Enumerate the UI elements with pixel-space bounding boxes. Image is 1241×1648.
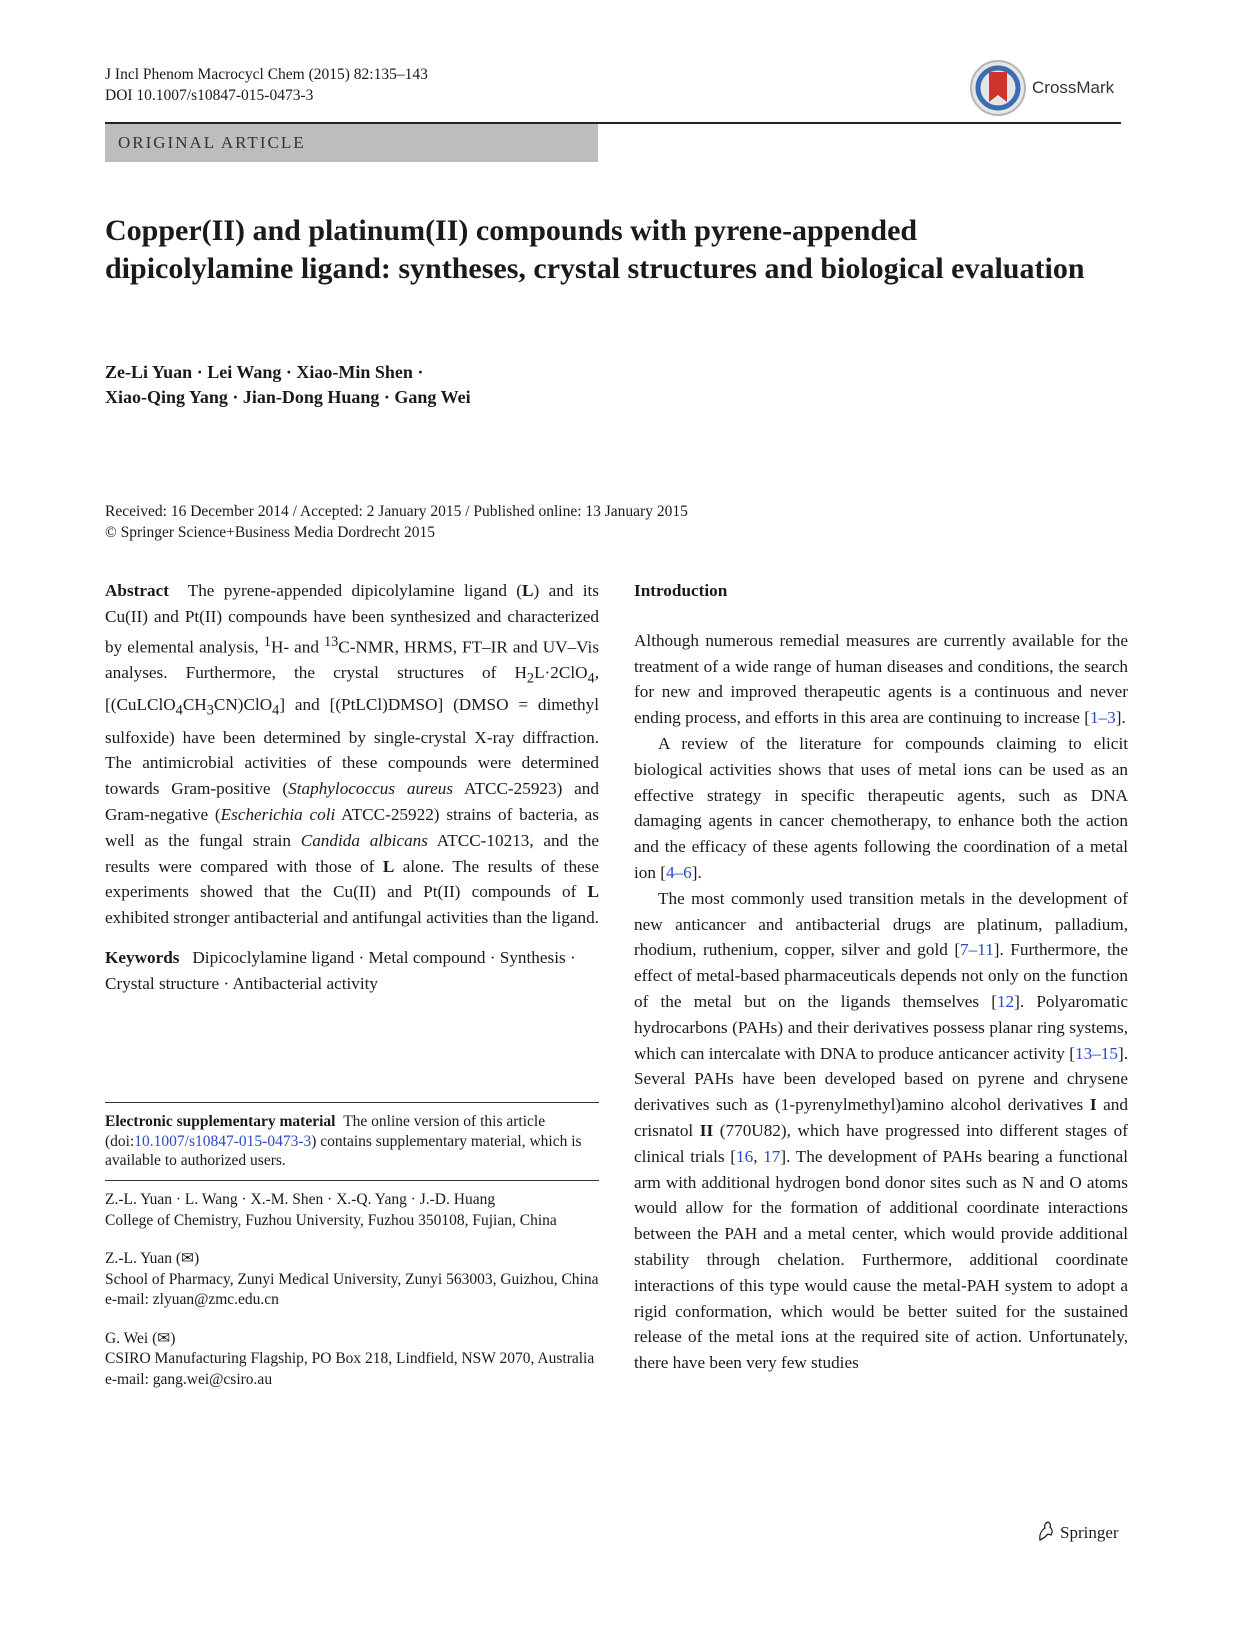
citation-link[interactable]: 17 xyxy=(763,1146,781,1166)
abstract-column xyxy=(105,578,599,997)
crossmark-badge[interactable] xyxy=(968,58,1128,120)
citation-link[interactable]: 16 xyxy=(736,1146,754,1166)
introduction-column xyxy=(634,578,1128,1376)
journal-name: J Incl Phenom Macrocycl Chem (2015) 82:135–143 xyxy=(105,66,428,83)
journal-citation xyxy=(105,64,428,106)
abstract-heading: Abstract xyxy=(105,581,169,600)
esm-heading: Electronic supplementary material xyxy=(105,1113,336,1130)
author-line-2: Xiao-Qing Yang · Jian-Dong Huang · Gang Wei xyxy=(105,387,471,407)
intro-paragraph-2: A review of the literature for compounds claiming to elicit biological activities shows that uses of metal ions can be used as an effective strategy in specific therapeutic agents, such as DNA damaging agents in cancer chemotherapy, to enhance both the action and the efficacy of these agents following the coordination of a metal ion [4–6]. xyxy=(634,733,1128,882)
intro-paragraph-1: Although numerous remedial measures are currently available for the treatment of a wide range of human diseases and conditions, the search for new and improved therapeutic agents is a continuous and never ending process, and efforts in this area are continuing to increase [1–3]. xyxy=(634,630,1128,728)
citation-link[interactable]: 13–15 xyxy=(1075,1043,1118,1063)
affiliation-2: Z.-L. Yuan (✉) School of Pharmacy, Zunyi Medical University, Zunyi 563003, Guizhou, China e-mail: zlyuan@zmc.edu.cn xyxy=(105,1250,599,1308)
crossmark-label: CrossMark xyxy=(1032,78,1115,97)
publisher-name: Springer xyxy=(1060,1523,1119,1542)
affiliation-3: G. Wei (✉) CSIRO Manufacturing Flagship, PO Box 218, Lindfield, NSW 2070, Australia e-mail: gang.wei@csiro.au xyxy=(105,1329,595,1388)
email-link-yuan[interactable]: e-mail: zlyuan@zmc.edu.cn xyxy=(105,1291,279,1308)
supplementary-note: Electronic supplementary material The online version of this article (doi:10.1007/s10847-015-0473-3) contains supplementary material, which is available to authorized users. xyxy=(105,1102,599,1171)
keywords-paragraph xyxy=(105,945,599,997)
crossmark-icon xyxy=(968,58,1028,118)
intro-paragraph-3: The most commonly used transition metals in the development of new anticancer and antibacterial drugs are platinum, palladium, rhodium, ruthenium, copper, silver and gold [7–11]. Furthermore, the effect of metal-based pharmaceuticals depends not only on the function of the metal but on the ligands themselves [12]. Polyaromatic hydrocarbons (PAHs) and their derivatives possess planar ring systems, which can intercalate with DNA to produce anticancer activity [13–15]. Several PAHs have been developed based on pyrene and chrysene derivatives such as (1-pyrenylmethyl)amino alcohol derivatives I and crisnatol II (770U82), which have progressed into different stages of clinical trials [16, 17]. The development of PAHs bearing a functional arm with additional hydrogen bond donor sites such as N and O atoms would allow for the formation of additional coordinate interactions between the PAH and a metal center, which would provide additional stability through chelation. Furthermore, additional coordinate interactions of this type would cause the metal-PAH system to adopt a rigid conformation, which would be better suited for the sustained release of the metal ions at the required site of action. Unfortunately, there have been very few studies xyxy=(634,888,1129,1373)
author-list xyxy=(105,360,471,410)
email-link-wei[interactable]: e-mail: gang.wei@csiro.au xyxy=(105,1370,273,1388)
keywords-list: Dipicoclylamine ligand · Metal compound · Synthesis · Crystal structure · Antibacterial activity xyxy=(105,947,576,993)
keywords-heading: Keywords xyxy=(105,947,180,967)
publisher-logo xyxy=(1036,1520,1119,1543)
springer-horse-icon xyxy=(1036,1520,1056,1542)
dates-line: Received: 16 December 2014 / Accepted: 2 January 2015 / Published online: 13 January 2015 xyxy=(105,503,688,520)
section-label: ORIGINAL ARTICLE xyxy=(118,133,306,152)
journal-doi: DOI 10.1007/s10847-015-0473-3 xyxy=(105,87,314,104)
citation-link[interactable]: 4–6 xyxy=(665,862,692,882)
esm-doi-link[interactable]: 10.1007/s10847-015-0473-3 xyxy=(134,1132,312,1150)
citation-link[interactable]: 1–3 xyxy=(1089,708,1116,728)
article-title: Copper(II) and platinum(II) compounds with pyrene-appended dipicolylamine ligand: syntheses, crystal structures and biological evaluation xyxy=(105,214,1085,285)
affiliations xyxy=(105,1180,599,1408)
section-banner xyxy=(105,124,598,162)
abstract-paragraph: Abstract The pyrene-appended dipicolylamine ligand (L) and its Cu(II) and Pt(II) compounds have been synthesized and characterized by elemental analysis, $^1$H- and $^{13}$C-NMR, HRMS, FT–IR and UV–Vis analyses. Furthermore, the crystal structures of $H_2L\cdot 2ClO_4$, $[(CuLClO_4CH_3CN)ClO_4]$ and [(PtLCl)DMSO] (DMSO = dimethyl sulfoxide) have been determined by single-crystal X-ray diffraction. The antimicrobial activities of these compounds were determined towards Gram-positive (Staphylococcus aureus ATCC-25923) and Gram-negative (Escherichia coli ATCC-25922) strains of bacteria, as well as the fungal strain Candida albicans ATCC-10213, and the results were compared with those of L alone. The results of these experiments showed that the Cu(II) and Pt(II) compounds of L exhibited stronger antibacterial and antifungal activities than the ligand. xyxy=(105,581,600,928)
copyright-line: © Springer Science+Business Media Dordrecht 2015 xyxy=(105,524,436,541)
citation-link[interactable]: 12 xyxy=(996,991,1015,1011)
publication-dates xyxy=(105,501,688,543)
author-line-1: Ze-Li Yuan · Lei Wang · Xiao-Min Shen · xyxy=(105,362,424,382)
affiliation-1: Z.-L. Yuan · L. Wang · X.-M. Shen · X.-Q. Yang · J.-D. Huang College of Chemistry, Fuzhou University, Fuzhou 350108, Fujian, China xyxy=(105,1191,557,1229)
citation-link[interactable]: 7–11 xyxy=(960,940,994,960)
introduction-heading: Introduction xyxy=(634,581,728,600)
